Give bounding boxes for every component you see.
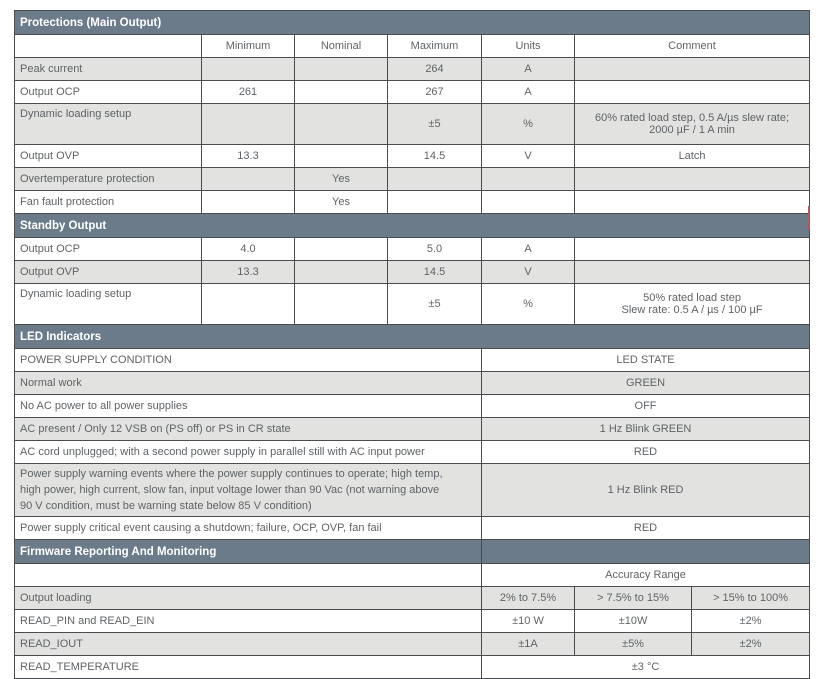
table-row <box>15 238 810 261</box>
comment-cell <box>575 261 810 284</box>
table-row <box>15 261 810 284</box>
nom-cell <box>295 145 388 168</box>
header-nominal: Nominal <box>295 35 388 58</box>
nom-cell <box>295 81 388 104</box>
state-cell: GREEN <box>482 372 810 395</box>
param-cell: Dynamic loading setup <box>15 284 202 325</box>
condition-cell: AC present / Only 12 VSB on (PS off) or PS in CR state <box>15 418 482 441</box>
header-comment: Comment <box>575 35 810 58</box>
state-cell: 1 Hz Blink GREEN <box>482 418 810 441</box>
units-cell: A <box>482 58 575 81</box>
section-header-led <box>15 325 810 349</box>
state-header: LED STATE <box>482 349 810 372</box>
table-row <box>15 610 810 633</box>
range3-cell: > 15% to 100% <box>692 587 810 610</box>
min-cell: 13.3 <box>202 145 295 168</box>
max-cell: ±5 <box>388 104 482 145</box>
comment-cell <box>575 284 810 325</box>
min-cell <box>202 104 295 145</box>
max-cell <box>388 168 482 191</box>
param-cell: Output OVP <box>15 261 202 284</box>
max-cell: 267 <box>388 81 482 104</box>
range3-cell: ±2% <box>692 633 810 656</box>
header-parameter <box>15 35 202 58</box>
param-cell: Dynamic loading setup <box>15 104 202 145</box>
state-cell: 1 Hz Blink RED <box>482 464 810 517</box>
min-cell: 13.3 <box>202 261 295 284</box>
state-cell: OFF <box>482 395 810 418</box>
comment-line: Slew rate: 0.5 A / µs / 100 µF <box>621 304 763 316</box>
range2-cell: ±10W <box>575 610 692 633</box>
param-cell: READ_PIN and READ_EIN <box>15 610 482 633</box>
table-row <box>15 145 810 168</box>
section-title: Firmware Reporting And Monitoring <box>15 540 482 564</box>
comment-line: 60% rated load step, 0.5 A/µs slew rate; <box>594 112 790 124</box>
table-row <box>15 587 810 610</box>
section-title: LED Indicators <box>15 325 810 349</box>
param-cell: READ_IOUT <box>15 633 482 656</box>
condition-cell: No AC power to all power supplies <box>15 395 482 418</box>
units-cell: A <box>482 238 575 261</box>
state-cell: RED <box>482 517 810 540</box>
nom-cell <box>295 261 388 284</box>
range3-cell: ±2% <box>692 610 810 633</box>
condition-line: high power, high current, slow fan, input voltage lower than 90 Vac (not warning above <box>20 484 440 496</box>
spec-table <box>14 10 810 679</box>
section-title: Protections (Main Output) <box>15 11 810 35</box>
max-cell: 264 <box>388 58 482 81</box>
max-cell: ±5 <box>388 284 482 325</box>
comment-line: 2000 µF / 1 A min <box>649 124 735 136</box>
nom-cell <box>295 284 388 325</box>
all-ranges-cell: ±3 °C <box>482 656 810 679</box>
max-cell <box>388 191 482 214</box>
units-cell: % <box>482 284 575 325</box>
param-cell: Peak current <box>15 58 202 81</box>
comment-cell <box>575 168 810 191</box>
param-cell: Output OCP <box>15 81 202 104</box>
section-title: Standby Output <box>15 214 810 238</box>
section-header-standby <box>15 214 810 238</box>
nom-cell <box>295 58 388 81</box>
table-row <box>15 81 810 104</box>
table-row <box>15 464 810 517</box>
condition-line: 90 V condition, must be warning state below 85 V condition) <box>20 500 312 512</box>
table-row <box>15 168 810 191</box>
units-cell: V <box>482 261 575 284</box>
table-row <box>15 191 810 214</box>
empty-cell <box>15 564 482 587</box>
table-row <box>15 633 810 656</box>
spec-table-container <box>14 10 809 679</box>
comment-cell <box>575 58 810 81</box>
units-cell <box>482 168 575 191</box>
condition-cell: Normal work <box>15 372 482 395</box>
condition-cell <box>15 464 482 517</box>
condition-cell: AC cord unplugged; with a second power supply in parallel still with AC input power <box>15 441 482 464</box>
header-units: Units <box>482 35 575 58</box>
state-cell: RED <box>482 441 810 464</box>
table-row <box>15 395 810 418</box>
comment-cell: Latch <box>575 145 810 168</box>
section-title-spacer <box>482 540 810 564</box>
units-cell: A <box>482 81 575 104</box>
table-row <box>15 104 810 145</box>
param-cell: Fan fault protection <box>15 191 202 214</box>
range2-cell: > 7.5% to 15% <box>575 587 692 610</box>
header-minimum: Minimum <box>202 35 295 58</box>
table-row <box>15 418 810 441</box>
units-cell <box>482 191 575 214</box>
nom-cell: Yes <box>295 191 388 214</box>
table-row <box>15 58 810 81</box>
accuracy-range-header: Accuracy Range <box>482 564 810 587</box>
comment-cell <box>575 238 810 261</box>
min-cell <box>202 58 295 81</box>
param-cell: Output OVP <box>15 145 202 168</box>
comment-cell <box>575 191 810 214</box>
param-cell: Output OCP <box>15 238 202 261</box>
condition-header: POWER SUPPLY CONDITION <box>15 349 482 372</box>
table-row <box>15 372 810 395</box>
min-cell: 4.0 <box>202 238 295 261</box>
led-header-row <box>15 349 810 372</box>
units-cell: % <box>482 104 575 145</box>
section-header-protections <box>15 11 810 35</box>
max-cell: 5.0 <box>388 238 482 261</box>
range2-cell: ±5% <box>575 633 692 656</box>
section-header-firmware <box>15 540 810 564</box>
table-row <box>15 656 810 679</box>
min-cell <box>202 284 295 325</box>
param-cell: Output loading <box>15 587 482 610</box>
nom-cell <box>295 104 388 145</box>
accuracy-header-row <box>15 564 810 587</box>
comment-line: 50% rated load step <box>643 292 741 304</box>
max-cell: 14.5 <box>388 261 482 284</box>
nom-cell <box>295 238 388 261</box>
comment-cell <box>575 81 810 104</box>
table-row <box>15 517 810 540</box>
table-row <box>15 284 810 325</box>
comment-cell <box>575 104 810 145</box>
max-cell: 14.5 <box>388 145 482 168</box>
min-cell <box>202 191 295 214</box>
table-row <box>15 441 810 464</box>
header-maximum: Maximum <box>388 35 482 58</box>
min-cell: 261 <box>202 81 295 104</box>
condition-cell: Power supply critical event causing a shutdown; failure, OCP, OVP, fan fail <box>15 517 482 540</box>
param-cell: Overtemperature protection <box>15 168 202 191</box>
condition-line: Power supply warning events where the power supply continues to operate; high temp, <box>20 468 443 480</box>
nom-cell: Yes <box>295 168 388 191</box>
edge-marker <box>808 206 810 230</box>
param-cell: READ_TEMPERATURE <box>15 656 482 679</box>
range1-cell: 2% to 7.5% <box>482 587 575 610</box>
min-cell <box>202 168 295 191</box>
range1-cell: ±10 W <box>482 610 575 633</box>
units-cell: V <box>482 145 575 168</box>
range1-cell: ±1A <box>482 633 575 656</box>
column-header-row <box>15 35 810 58</box>
